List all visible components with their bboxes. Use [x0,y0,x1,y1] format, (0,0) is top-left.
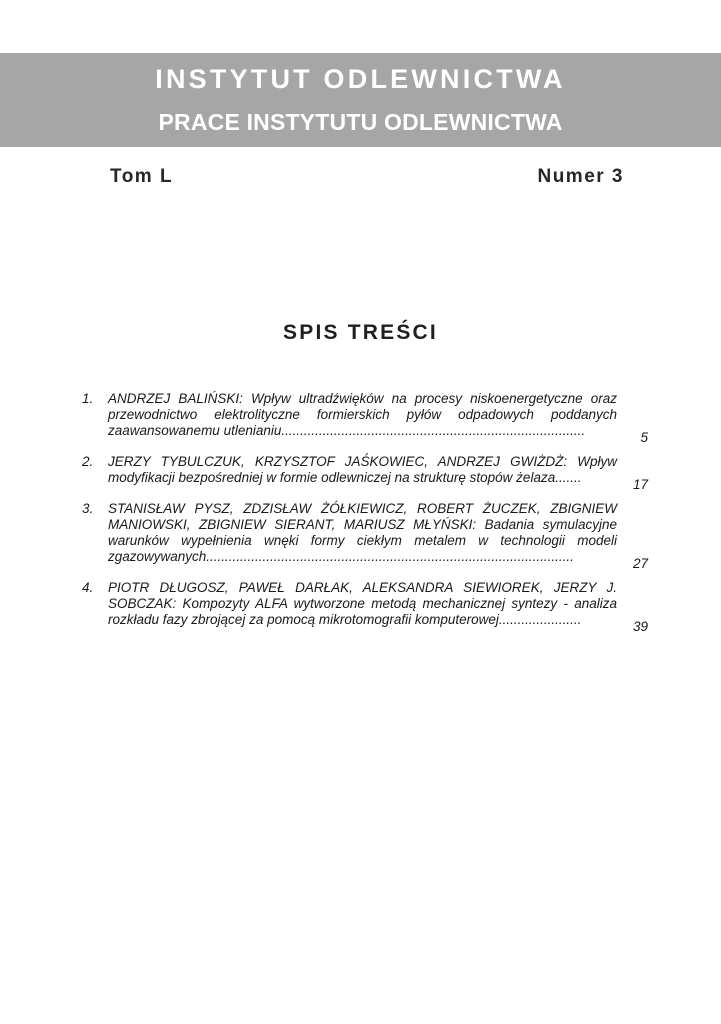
journal-header-band [0,53,721,147]
toc-heading: SPIS TREŚCI [283,321,438,344]
toc-entry-text: ANDRZEJ BALIŃSKI: Wpływ ultradźwięków na procesy niskoenergetyczne oraz przewodnictwo elektrolityczne formierskich pyłów odpadowych poddanych zaawansowanemu utlenianiu................................................................................. [108,391,617,438]
toc-entry [0,391,721,445]
toc-entry [0,501,721,571]
toc-entry [0,580,721,634]
toc-entry-number: 2. [82,454,94,469]
volume-label: Tom L [110,166,174,187]
institute-title: INSTYTUT ODLEWNICTWA [155,64,566,94]
toc-list [0,391,721,634]
issue-number-label: Numer 3 [537,166,624,187]
toc-entry-number: 3. [82,501,94,516]
toc-entry-text: STANISŁAW PYSZ, ZDZISŁAW ŻÓŁKIEWICZ, ROBERT ŻUCZEK, ZBIGNIEW MANIOWSKI, ZBIGNIEW SIERANT, MARIUSZ MŁYŃSKI: Badania symulacyjne warunków wypełnienia wnęki formy ciekłym metalem w technologii modeli zgazowywanych.................................................................................................. [108,501,617,564]
series-title: PRACE INSTYTUTU ODLEWNICTWA [158,109,563,135]
toc-entry-page: 27 [632,556,648,571]
toc-entry-text: JERZY TYBULCZUK, KRZYSZTOF JAŚKOWIEC, ANDRZEJ GWIŻDŻ: Wpływ modyfikacji bezpośredniej w formie odlewniczej na strukturę stopów żelaza....... [108,454,617,485]
toc-entry-page: 5 [640,430,648,445]
toc-entry-number: 1. [82,391,94,406]
toc-entry-text: PIOTR DŁUGOSZ, PAWEŁ DARŁAK, ALEKSANDRA SIEWIOREK, JERZY J. SOBCZAK: Kompozyty ALFA wytworzone metodą mechanicznej syntezy - analiza rozkładu fazy zbrojącej za pomocą mikrotomografii komputerowej...................... [108,580,617,627]
toc-entry-number: 4. [82,580,94,595]
toc-entry-page: 39 [632,619,648,634]
toc-entry-page: 17 [632,477,648,492]
toc-entry [0,454,721,492]
